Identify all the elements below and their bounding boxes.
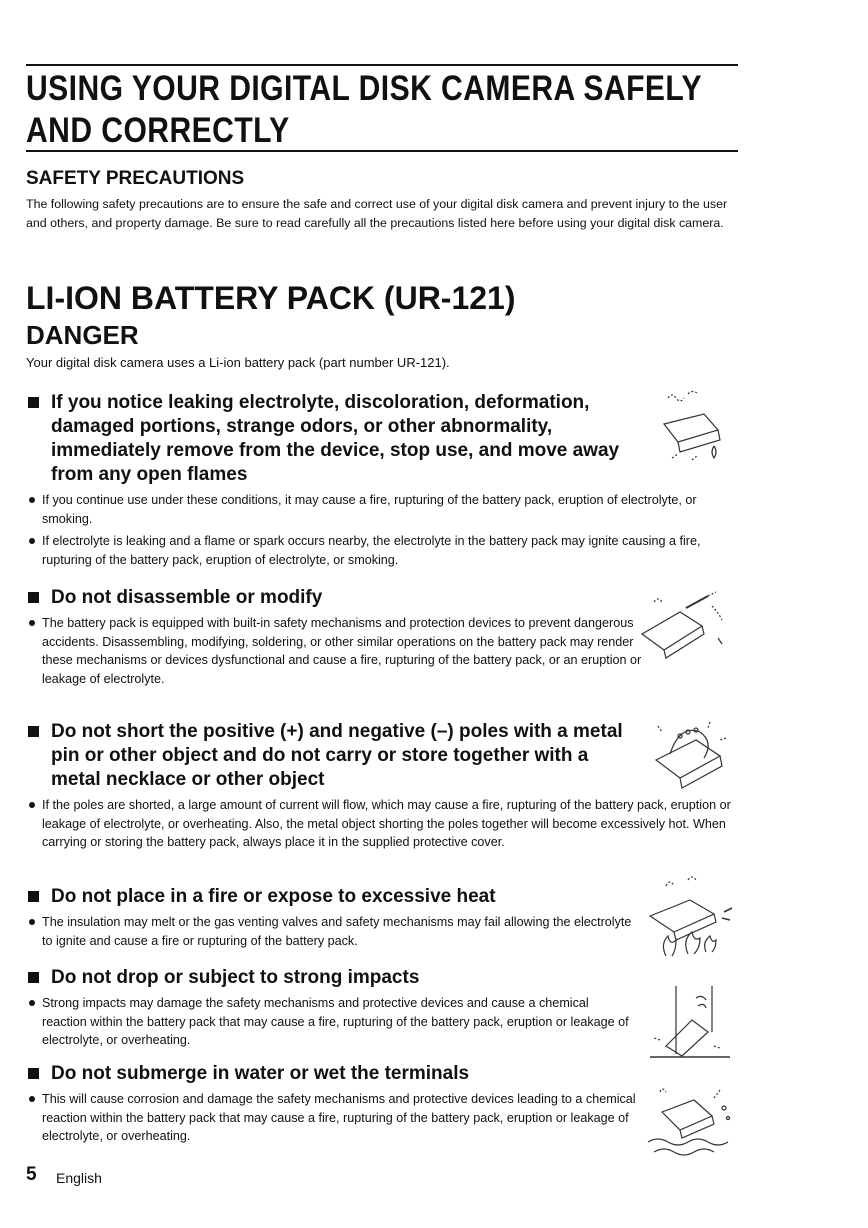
square-bullet-icon: [28, 397, 39, 408]
list-item: The insulation may melt or the gas venting valves and safety mechanisms may fail allowing the electrolyte to ignite and cause a fire or rupturing of the battery pack.: [26, 913, 641, 950]
square-bullet-icon: [28, 972, 39, 983]
warning-heading: Do not place in a fire or expose to excessive heat: [26, 885, 738, 909]
warning-bullets: [26, 994, 636, 1050]
dot-bullet-icon: [29, 497, 35, 503]
warning-bullets: [26, 913, 641, 950]
page-title-line-1: USING YOUR DIGITAL DISK CAMERA SAFELY: [26, 69, 702, 108]
page-number: 5: [26, 1164, 37, 1185]
page-title-line-2: AND CORRECTLY: [26, 111, 290, 150]
danger-heading: DANGER: [26, 320, 139, 350]
warning-item-leaking: [26, 391, 738, 573]
battery-title: LI-ION BATTERY PACK (UR-121): [26, 280, 516, 316]
dropped-battery-illustration: [646, 980, 732, 1060]
warning-item-water: [26, 1062, 738, 1150]
dot-bullet-icon: [29, 1000, 35, 1006]
page-language: English: [56, 1170, 102, 1186]
disassemble-battery-illustration: [632, 590, 732, 668]
safety-text: The following safety precautions are to ensure the safe and correct use of your digital disk camera and prevent injury to the user and others, and property damage. Be sure to read carefully all the precautions listed here before using your digital disk camera.: [26, 197, 728, 230]
square-bullet-icon: [28, 592, 39, 603]
warning-item-drop: [26, 966, 738, 1054]
dot-bullet-icon: [29, 620, 35, 626]
top-rule: [26, 64, 738, 66]
dot-bullet-icon: [29, 1096, 35, 1102]
warning-heading: Do not disassemble or modify: [26, 586, 738, 610]
list-item: If electrolyte is leaking and a flame or spark occurs nearby, the electrolyte in the battery pack may ignite causing a fire, rupturing of the battery pack, eruption of electrolyte, or smoking.: [26, 532, 738, 569]
title-bottom-rule: [26, 150, 738, 152]
square-bullet-icon: [28, 726, 39, 737]
square-bullet-icon: [28, 1068, 39, 1079]
warning-bullets: [26, 491, 738, 569]
list-item: Strong impacts may damage the safety mechanisms and protective devices and cause a chemical reaction within the battery pack that may cause a fire, rupturing of the battery pack, eruption or leakage of electrolyte, or overheating.: [26, 994, 636, 1050]
battery-in-water-illustration: [640, 1082, 736, 1158]
safety-heading: SAFETY PRECAUTIONS: [26, 168, 245, 189]
page-title: [26, 68, 702, 152]
short-circuit-battery-illustration: [640, 714, 736, 798]
list-item: The battery pack is equipped with built-in safety mechanisms and protection devices to prevent dangerous accidents. Disassembling, modifying, soldering, or other similar operations on the battery pack may render these mechanisms or devices dysfunctional and cause a fire, rupturing of the battery pack, or an eruption or leakage of electrolyte.: [26, 614, 648, 688]
leaking-battery-illustration: [652, 384, 736, 468]
battery-intro: Your digital disk camera uses a Li-ion battery pack (part number UR-121).: [26, 355, 450, 370]
warning-item-short: [26, 720, 738, 856]
dot-bullet-icon: [29, 538, 35, 544]
warning-heading: If you notice leaking electrolyte, discoloration, deformation, damaged portions, strange odors, or other abnormality, immediately remove from the device, stop use, and move away from any open flames: [26, 391, 641, 487]
warning-item-fire: [26, 885, 738, 954]
warning-bullets: [26, 1090, 641, 1146]
warning-heading: Do not drop or subject to strong impacts: [26, 966, 738, 990]
list-item: If the poles are shorted, a large amount of current will flow, which may cause a fire, rupturing of the battery pack, eruption or leakage of electrolyte, or overheating. Also, the metal object shorting the poles together will become excessively hot. When carrying or storing the battery pack, always place it in the supplied protective cover.: [26, 796, 738, 852]
dot-bullet-icon: [29, 802, 35, 808]
dot-bullet-icon: [29, 919, 35, 925]
warning-heading: Do not short the positive (+) and negative (–) poles with a metal pin or other object and do not carry or store together with a metal necklace or other object: [26, 720, 641, 792]
square-bullet-icon: [28, 891, 39, 902]
warning-heading: Do not submerge in water or wet the terminals: [26, 1062, 738, 1086]
battery-in-fire-illustration: [636, 872, 736, 958]
warning-bullets: [26, 796, 738, 852]
list-item: This will cause corrosion and damage the safety mechanisms and protective devices leading to a chemical reaction within the battery pack that may cause a fire, rupturing of the battery pack, eruption or leakage of electrolyte, or overheating.: [26, 1090, 641, 1146]
list-item: If you continue use under these conditions, it may cause a fire, rupturing of the battery pack, eruption of electrolyte, or smoking.: [26, 491, 738, 528]
